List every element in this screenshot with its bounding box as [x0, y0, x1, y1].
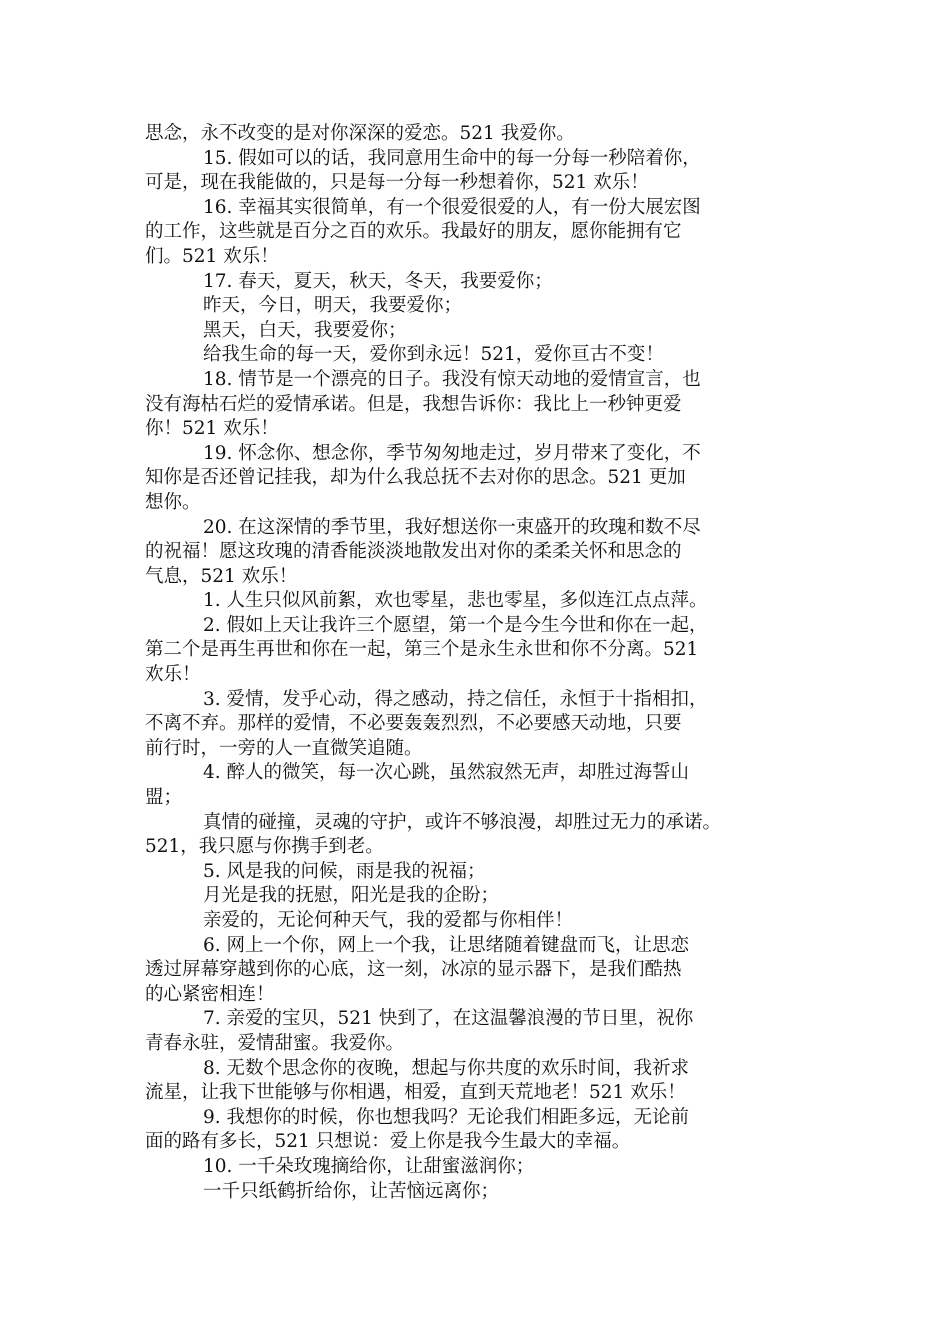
text-line: 10. 一千朵玫瑰摘给你，让甜蜜滋润你； [203, 1155, 535, 1177]
text-line: 的工作，这些就是百分之百的欢乐。我最好的朋友，愿你能拥有它 [145, 221, 682, 243]
text-line: 黑天，白天，我要爱你； [203, 319, 407, 341]
document-body [145, 122, 835, 1204]
text-line: 真情的碰撞，灵魂的守护，或许不够浪漫，却胜过无力的承诺。 [203, 811, 722, 833]
text-line: 不离不弃。那样的爱情，不必要轰轰烈烈，不必要感天动地，只要 [145, 713, 682, 735]
text-line: 第二个是再生再世和你在一起，第三个是永生永世和你不分离。521 [145, 639, 699, 661]
text-line: 2. 假如上天让我许三个愿望，第一个是今生今世和你在一起， [203, 614, 708, 636]
text-line: 的祝福！愿这玫瑰的清香能淡淡地散发出对你的柔柔关怀和思念的 [145, 541, 682, 563]
text-line: 前行时，一旁的人一直微笑追随。 [145, 737, 423, 759]
text-line: 可是，现在我能做的，只是每一分每一秒想着你，521 欢乐！ [145, 172, 649, 194]
text-line: 20. 在这深情的季节里，我好想送你一束盛开的玫瑰和数不尽 [203, 516, 701, 538]
text-line: 想你。 [145, 491, 201, 513]
text-line: 昨天，今日，明天，我要爱你； [203, 295, 463, 317]
text-line: 9. 我想你的时候，你也想我吗？无论我们相距多远，无论前 [203, 1106, 690, 1128]
text-line: 知你是否还曾记挂我，却为什么我总抚不去对你的思念。521 更加 [145, 467, 686, 489]
text-line: 们。521 欢乐！ [145, 245, 279, 267]
text-line: 15. 假如可以的话，我同意用生命中的每一分每一秒陪着你， [203, 147, 701, 169]
text-line: 5. 风是我的问候，雨是我的祝福； [203, 860, 486, 882]
text-line: 欢乐！ [145, 664, 201, 686]
text-line: 7. 亲爱的宝贝，521 快到了，在这温馨浪漫的节日里，祝你 [203, 1008, 694, 1030]
text-line: 亲爱的，无论何种天气，我的爱都与你相伴！ [203, 910, 574, 931]
text-line: 给我生命的每一天，爱你到永远！521，爱你亘古不变！ [203, 344, 664, 366]
text-line: 18. 情节是一个漂亮的日子。我没有惊天动地的爱情宣言，也 [203, 368, 701, 390]
text-line: 19. 怀念你、想念你，季节匆匆地走过，岁月带来了变化，不 [203, 442, 701, 464]
text-line: 一千只纸鹤折给你，让苦恼远离你； [203, 1180, 500, 1202]
text-line: 没有海枯石烂的爱情承诺。但是，我想告诉你：我比上一秒钟更爱 [145, 393, 682, 415]
text-line: 思念，永不改变的是对你深深的爱恋。521 我爱你。 [145, 123, 575, 144]
text-line: 气息，521 欢乐！ [145, 565, 298, 587]
text-line: 流星，让我下世能够与你相遇，相爱，直到天荒地老！521 欢乐！ [145, 1082, 686, 1104]
text-line: 521，我只愿与你携手到老。 [145, 836, 384, 858]
text-line: 1. 人生只似风前絮，欢也零星，悲也零星，多似连江点点萍。 [203, 590, 708, 612]
text-line: 透过屏幕穿越到你的心底，这一刻，冰凉的显示器下，是我们酷热 [145, 959, 682, 981]
text-line: 8. 无数个思念你的夜晚，想起与你共度的欢乐时间，我祈求 [203, 1057, 690, 1079]
text-line: 16. 幸福其实很简单，有一个很爱很爱的人，有一份大展宏图 [203, 196, 701, 218]
text-line: 17. 春天，夏天，秋天，冬天，我要爱你； [203, 270, 553, 292]
text-line: 4. 醉人的微笑，每一次心跳，虽然寂然无声，却胜过海誓山 [203, 762, 690, 784]
text-line: 青春永驻，爱情甜蜜。我爱你。 [145, 1032, 405, 1054]
text-line: 你！521 欢乐！ [145, 418, 279, 440]
text-line: 6. 网上一个你，网上一个我，让思绪随着键盘而飞，让思恋 [203, 934, 690, 956]
text-line: 盟； [145, 787, 183, 809]
text-line: 3. 爱情，发乎心动，得之感动，持之信任，永恒于十指相扣， [203, 688, 708, 710]
text-line: 的心紧密相连！ [145, 983, 275, 1005]
text-line: 面的路有多长，521 只想说：爱上你是我今生最大的幸福。 [145, 1131, 631, 1153]
text-line: 月光是我的抚慰，阳光是我的企盼； [203, 885, 500, 907]
